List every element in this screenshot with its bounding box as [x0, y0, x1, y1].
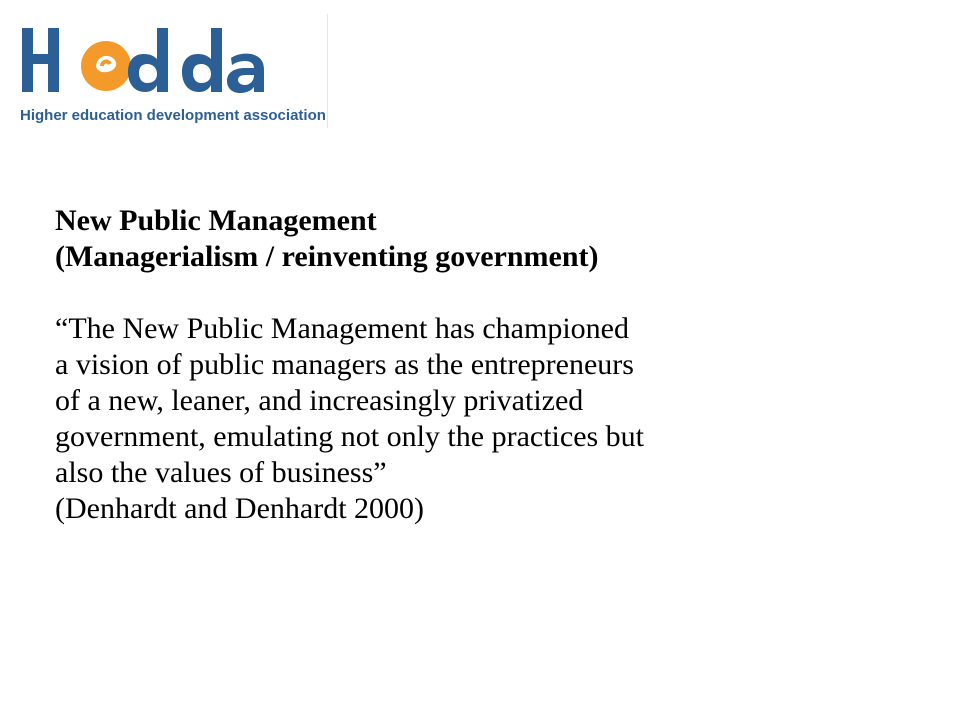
logo-divider [327, 14, 328, 128]
quote-line-2: a vision of public managers as the entrepreneurs [55, 348, 634, 381]
spacer [55, 275, 915, 311]
hedda-logo-graphic [18, 14, 336, 132]
slide-heading-line-2: (Managerialism / reinventing government) [55, 240, 599, 273]
quote-line-3: of a new, leaner, and increasingly privatized [55, 384, 584, 417]
quote-line-5: also the values of business” [55, 456, 387, 489]
slide-heading-line-1: New Public Management [55, 204, 377, 237]
quote-line-4: government, emulating not only the practices but [55, 420, 645, 453]
slide-content [55, 203, 915, 527]
hedda-tagline: Higher education development association [20, 107, 326, 124]
hedda-logo [18, 14, 336, 132]
citation: (Denhardt and Denhardt 2000) [55, 492, 425, 525]
quote-line-1: “The New Public Management has championed [55, 312, 629, 345]
